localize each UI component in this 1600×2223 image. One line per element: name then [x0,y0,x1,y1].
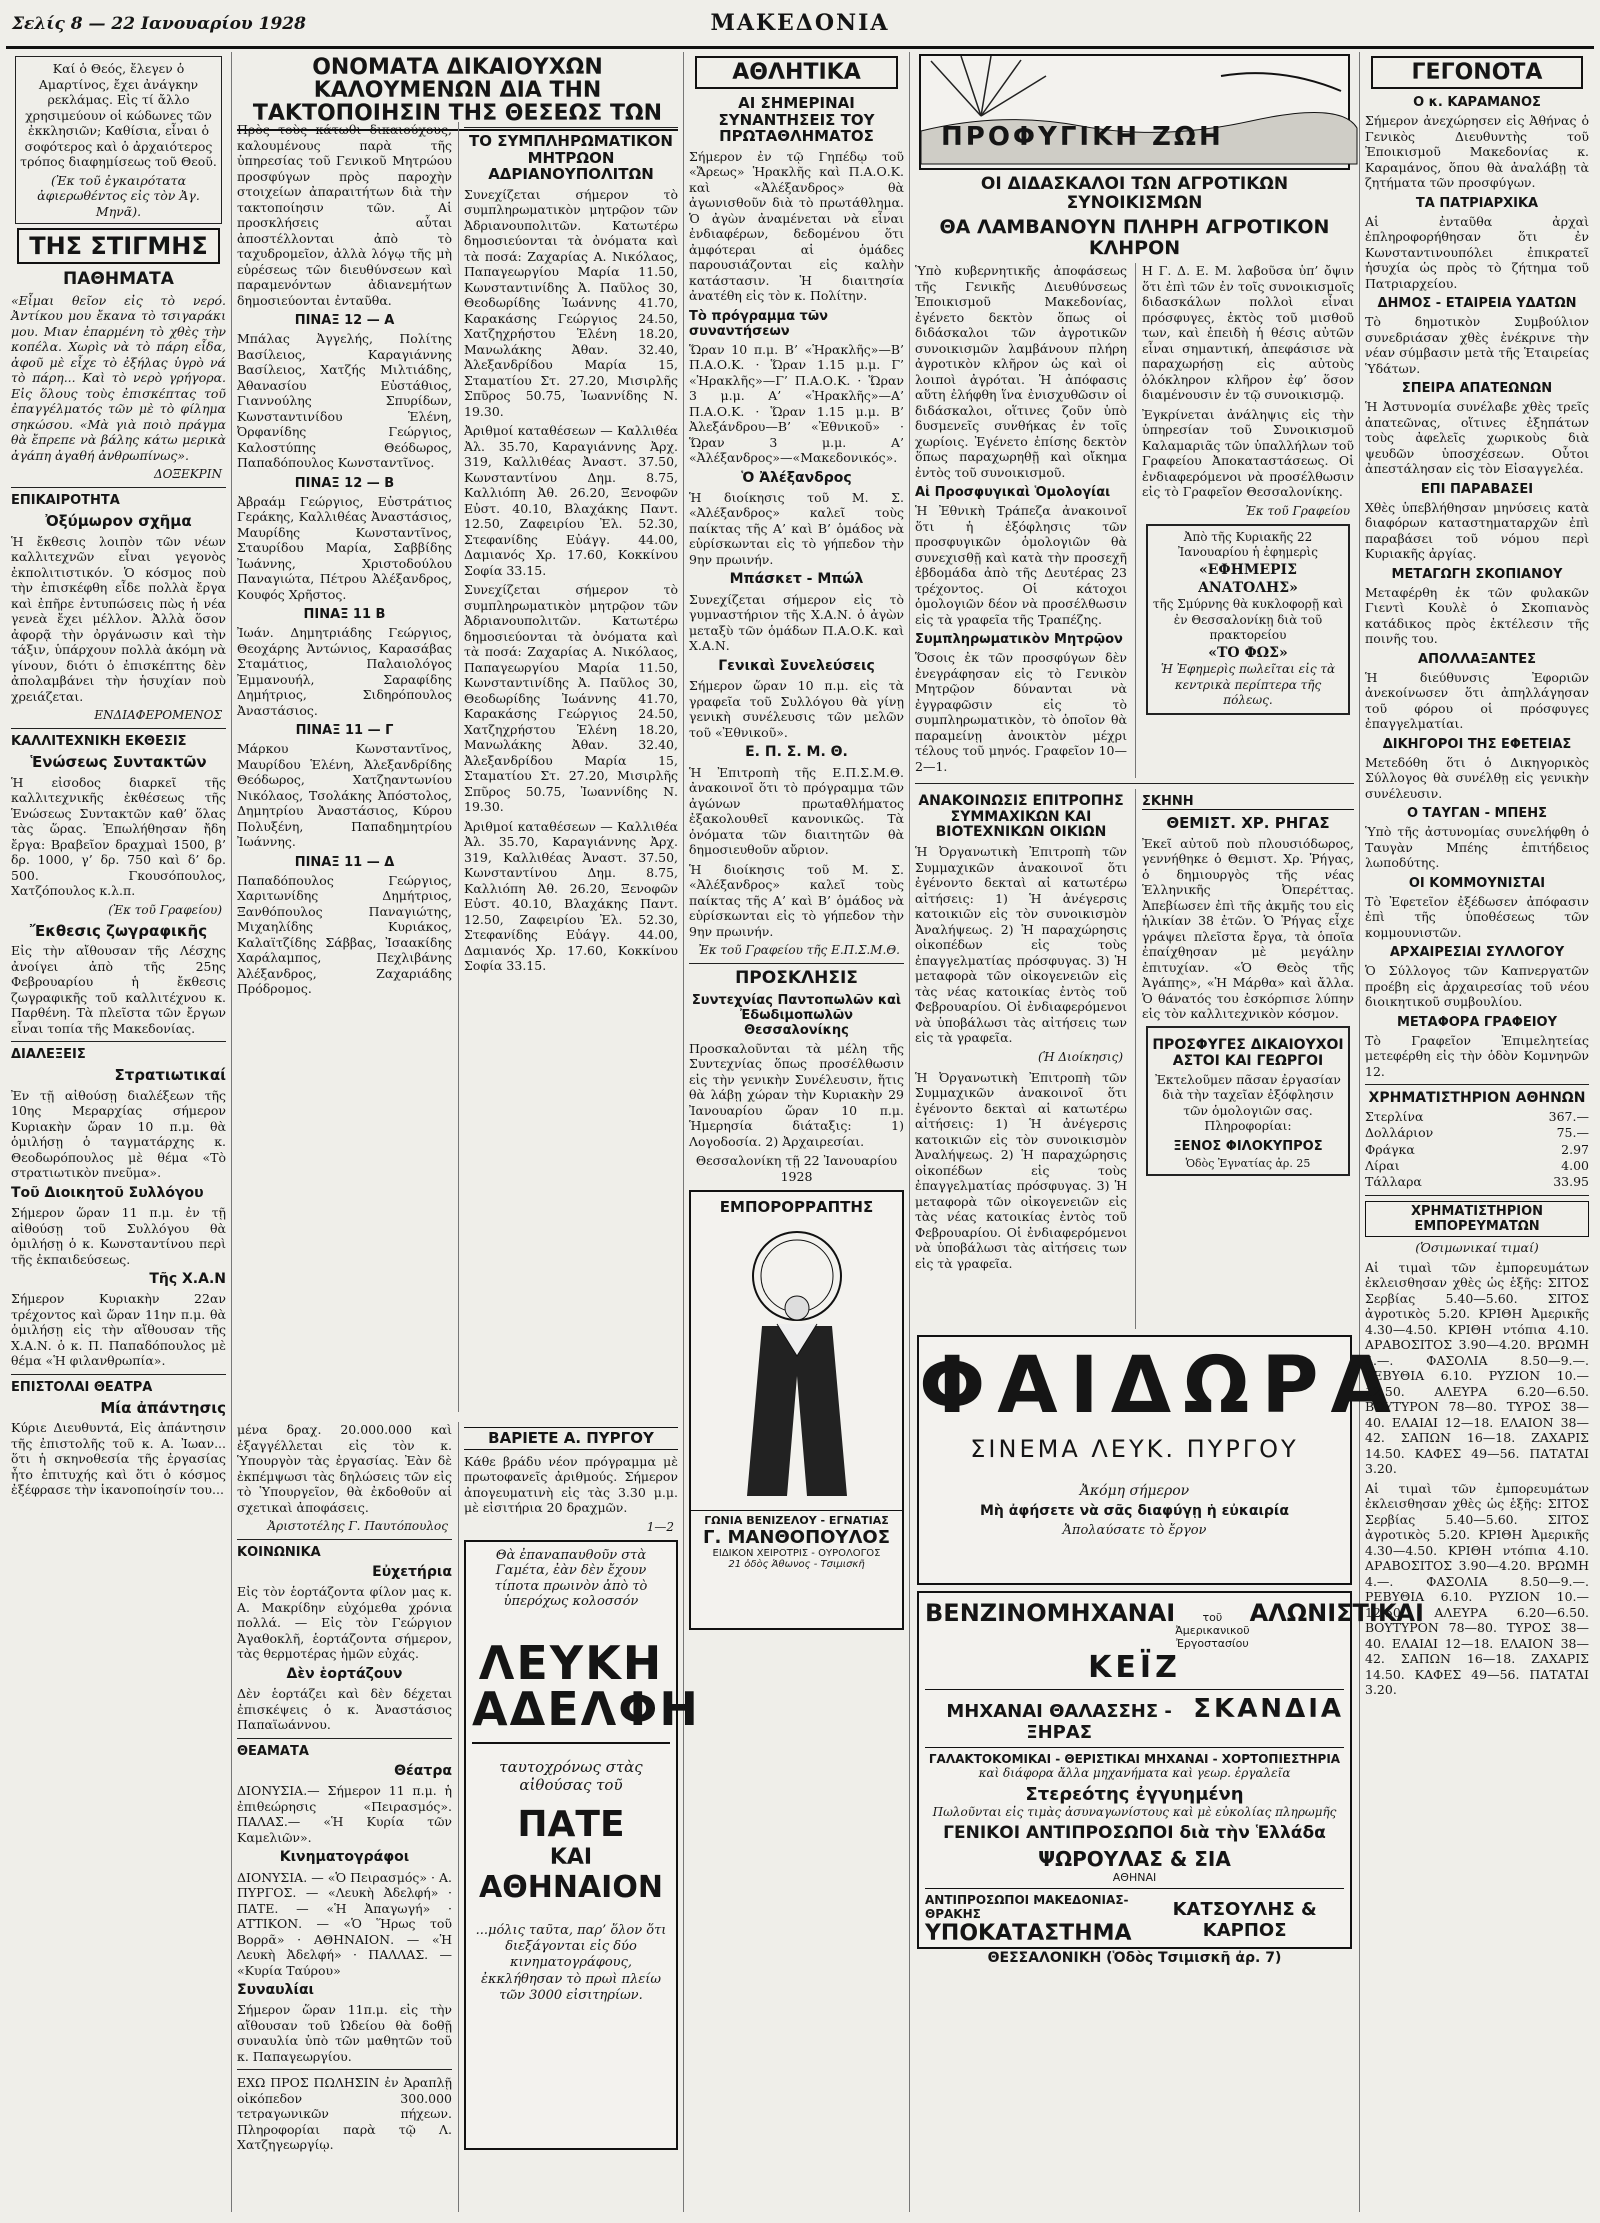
currency-rate: 2.97 [1561,1141,1589,1157]
machinery-brand-2: ΣΚΑΝΔΙΑ [1193,1694,1344,1725]
article-text: Ἡ Ἐπιτροπὴ τῆς Ε.Π.Σ.Μ.Θ. ἀνακοινοῖ ὅτι τὸ πρόγραμμα τῶν ἀγώνων πρωταθλήματος ἐξακολουθεῖ κανονικῶς. Τὰ ὀνόματα τῶν διαιτητῶν θὰ δημοσιευθοῦν αὔριον. [689,764,904,858]
article-title: Στρατιωτικαί [114,1066,226,1085]
commodity-text: Αἱ τιμαὶ τῶν ἐμπορευμάτων ἐκλεισθησαν χθὲς ὡς ἑξῆς: ΣΙΤΟΣ Σερβίας 5.40—5.60. ΣΙΤΟΣ ἀγροτικὸς 5.20. ΚΡΙΘΗ Ἀμερικῆς 4.30—4.50. ΚΡΙΘΗ ντόπια 4.10. ΑΡΑΒΟΣΙΤΟΣ 3.90—4.20. ΒΡΩΜΗ 4.—. ΦΑΣΟΛΙΑ 8.50—9.—. ΡΕΒΥΘΙΑ 6.10. ΡΥΖΙΟΝ 10.—12.50. ΑΛΕΥΡΑ 6.20—6.50. ΒΟΥΤΥΡΟΝ 78—80. ΤΥΡΟΣ 38—40. ΕΛΑΙΑΙ 12—18. ΕΛΑΙΟΝ 38—42. ΣΑΠΩΝ 16—18. ΖΑΧΑΡΙΣ 14.50. ΚΑΦΕΣ 49—56. ΠΑΤΑΤΑΙ 3.20. [1365,1259,1589,1477]
tailor-subtitle: ΕΙΔΙΚΟΝ ΧΕΙΡΟΤΡΙΣ - ΟΥΡΟΛΟΓΟΣ [712,1548,881,1560]
currency-rate: 4.00 [1561,1157,1589,1173]
event-text: Τὸ δημοτικὸν Συμβούλιον συνεδριάσαν χθὲς ἐνέκρινε τὴν νέαν σύμβασιν μετὰ τῆς Ἑταιρείας Ὑδάτων. [1365,314,1589,376]
event-text: Τὸ Ἐφετεῖον ἐξέδωσεν ἀπόφασιν ἐπὶ τῆς ὑποθέσεως τῶν κομμουνιστῶν. [1365,893,1589,940]
names-intro: Πρὸς τοὺς κάτωθι δικαιούχους, καλουμένους παρὰ τῆς ὑπηρεσίας τοῦ Γενικοῦ Μητρώου προσφύγων πρὸς παροχὴν στοιχείων ἀπαραιτήτων διὰ τὴν τακτοποίησιν τῶν. Αἱ προσκλήσεις αὗται ἀποστέλλονται ἀπὸ τὸ ταχυδρομεῖον, ἀλλὰ λόγῳ τῆς μὴ εὑρέσεως τῶν διευθύνσεων καὶ παραμενόντων ἀδιανεμήτων δημοσιεύονται ἐνταῦθα. [237,122,452,308]
article-title: Ἔκθεσις ζωγραφικῆς [29,921,208,940]
phaedra-advertisement [917,1335,1403,1585]
column-1 [6,52,232,2212]
banner-text: ΠΡΟΦΥΓΙΚΗ ΖΩΗ [941,122,1224,152]
divider [237,1539,452,1540]
ad-mid: ταυτοχρόνως στὰς αἰθούσας τοῦ [499,1757,643,1794]
registry-text-3: Συνεχίζεται σήμερον τὸ συμπληρωματικὸν μητρῷον τῶν Ἀδριανουπολιτῶν. Κατωτέρω δημοσιεύονται τὰ ὀνόματα καὶ τὰ ποσά: Ζαχαρίας Α. Νικόλαος, Παπαγεωργίου Μαρία 11.50, Κωνσταντινίδης Ἀ. Παῦλος 30, Θεοδωρίδης Ἰωάννης 41.70, Καρακάσης Γεώργιος 24.50, Χατζηχρήστου Ἑλένη 18.20, Μανωλάκης Ἀθαν. 32.40, Ἀλεξανδρίδου Μαρία 15, Σταματίου Στ. 27.20, Μισιρλῆς Σπῦρος 50.75, Ἰωαννίδης Ν. 19.30. [464,582,678,814]
event-title: ΑΠΟΛΛΑΞΑΝΤΕΣ [1418,651,1536,667]
divider [1365,1084,1589,1085]
article-signature: Ἐκ τοῦ Γραφείου τῆς Ε.Π.Σ.Μ.Θ. [698,943,900,958]
names-list [237,313,452,997]
no-fete-text: Δὲν ἑορτάζει καὶ δὲν δέχεται ἐπισκέψεις ὁ κ. Ἀναστάσιος Παπαϊωάννου. [237,1686,452,1733]
event-title: ΑΡΧΑΙΡΕΣΙΑΙ ΣΥΛΛΟΓΟΥ [1389,945,1565,960]
currency-name: Λίραι [1365,1157,1400,1173]
notice-signature: Ἀριστοτέλης Γ. Παυτόπουλος [267,1519,448,1533]
exchange-row [1365,1109,1589,1125]
quote-box [15,56,222,224]
services-text: Ἐκτελοῦμεν πᾶσαν ἐργασίαν διὰ τὴν ταχεῖαν ἐξόφλησιν τῶν ὁμολογιῶν σας. Πληροφορίαι: [1155,1071,1341,1134]
machinery-agents [925,1847,1344,1884]
event-text: Ἡ Ἀστυνομία συνέλαβε χθὲς τρεῖς ἀπατεῶνας, οἵτινες ἐξηπάτων τοὺς ἀφελεῖς χωρικοὺς διὰ ψευδῶν ὑποσχέσεων. Οὗτοι ἀπεστάλησαν εἰς τὸν Εἰσαγγελέα. [1365,399,1589,476]
teachers-col-b [1135,263,1354,778]
ad-and: ΚΑΙ [549,1844,593,1870]
headline-teachers-2: ΘΑ ΛΑΜΒΑΝΟΥΝ ΠΛΗΡΗ ΑΓΡΟΤΙΚΟΝ ΚΛΗΡΟΝ [939,216,1330,260]
notice-box-text: Ἀπὸ τῆς Κυριακῆς 22 Ἰανουαρίου ἡ ἐφημερὶς [1178,529,1318,560]
commodity-subtitle: (Ὁσιμωνικαί τιμαί) [1415,1240,1539,1256]
notice-subtitle: Συντεχνίας Παντοπωλῶν καὶ Ἐδωδιμοπωλῶν Θεσσαλονίκης [691,992,902,1038]
column-2 [232,52,700,2212]
quote-source: (Ἐκ τοῦ ἐγκαιρότατα ἀφιερωθέντος εἰς τὸν Ἀγ. Μηνᾶ). [37,172,200,219]
registry-text-4: Ἀριθμοί καταθέσεων — Καλλιθέα Ἀλ. 35.70, Καραγιάννης Ἀρχ. 319, Καλλιθέας Ἀναστ. 37.50, Κωνσταντίνου Δημ. 8.75, Καλλιόπη Ἀθ. 26.20, Ξενοφῶν Εὐστ. 40.10, Βλαχάκης Παντ. 12.50, Ζαφειρίου Ἐλ. 52.30, Στεφανίδης Εὐάγγ. 44.00, Δαμιανός Χρ. 17.60, Κοκκίνου Σοφία 33.15. [464,818,678,973]
event-title: ΜΕΤΑΓΩΓΗ ΣΚΟΠΙΑΝΟΥ [1391,566,1563,582]
story-text: «Εἶμαι θεῖον εἰς τὸ νερό. Ἀντίκου μου ἔκανα τὸ τσιγαράκι μου. Μιαν ἐπαρμένη τὸ χθὲς τὴν κοπέλα. Χωρὶς νὰ τὸ πάρη εἶδα, ἀφοῦ μὲ εἶχε τὸ ἐξήλας ὑγρὸ νά τὸ πάρη... Καὶ τὸ νερὸ γρήγορα. Εἰς ὅλους τοὺς ἐπισκέπτας τοῦ ἐπαγγέλματός τῶν μὲ τὸ φίλημα σηκώσου. «Μὰ γιὰ ποιὸ πράγμα θὰ ἔπρεπε νὰ βάλης κάτω μερικὰ ἀγάπη ἀγαθή ἀνθρωπίνως». [11,292,226,463]
article-text: Ἡ εἰσοδος διαρκεῖ τῆς καλλιτεχνικῆς ἐκθέσεως τῆς Ἑνώσεως Συντακτῶν καθ’ ὅλας τὰς ὥρας. Ἐπωλήθησαν ἤδη ἔργα: Βραβεῖον δραχμαὶ 1500, β’ δρ. 1000, γ’ δρ. 750 καὶ δ’ δρ. 500. Γκουσόπουλος, Χατζόπουλος κ.λ.π. [11,774,226,899]
article-text: Σήμερον Κυριακὴν 22αν τρέχοντος καὶ ὥραν 11ην π.μ. θὰ ὁμιλήσῃ εἰς τὴν αἴθουσαν τῆς Χ.Α.Ν. ὁ κ. Π. Παπαδόπουλος μὲ θέμα «Ἡ φιλανθρωπία». [11,1291,226,1369]
names-column [237,122,452,1412]
tailor-heading: ΕΜΠΟΡΟΡΡΑΠΤΗΣ [719,1198,874,1217]
program-text: Ὥραν 10 π.μ. Β’ «Ἡρακλῆς»—Β’ Π.Α.Ο.Κ. · Ὥραν 1.15 μ.μ. Γ’ «Ἡρακλῆς»—Γ’ Π.Α.Ο.Κ. · Ὥραν 3 μ.μ. Α’ «Ἡρακλῆς»—Α’ Π.Α.Ο.Κ. · Ὥραν 1.15 μ.μ. Β’ Ἀλεξάνδρου—Β’ «Ἐθνικοῦ» · Ὥραν 3 μ.μ. Α’ «Ἀλέξανδρος»—«Μακεδονικός». [689,341,904,465]
machinery-title: ΒΕΝΖΙΝΟΜΗΧΑΝΑΙ [925,1599,1176,1628]
article-heading: ΕΠΙΚΑΙΡΟΤΗΤΑ [11,493,120,509]
quote-text: Καί ὁ Θεός, ἔλεγεν ὁ Αμαρτίνος, ἔχει ἀνάγκην ρεκλάμας. Εἰς τί ἄλλο χρησιμεύουν οἱ κώδωνες τῶν ἐκκλησιῶν; Καθίσια, εἶναι ὁ σοφότερος καὶ ὁ ἀρχαιότερος τρόπος διαφημίσεως τοῦ Θεοῦ. [20,61,217,169]
article-signature: (Ἐκ τοῦ Γραφείου) [108,902,222,917]
commodity-title: ΧΡΗΜΑΤΙΣΤΗΡΙΟΝ ΕΜΠΟΡΕΥΜΑΤΩΝ [1365,1201,1589,1237]
bottom-right [458,1422,700,2212]
phaedra-subtitle: ΣΙΝΕΜΑ ΛΕΥΚ. ΠΥΡΓΟΥ [970,1435,1299,1464]
divider [237,1738,452,1739]
divider [464,127,678,128]
names-list-heading: ΠΙΝΑΞ 11 — Γ [295,723,394,738]
divider [915,783,1354,784]
machinery-line-7: ΓΕΝΙΚΟΙ ΑΝΤΙΠΡΟΣΩΠΟΙ διὰ τὴν Ἑλλάδα [943,1823,1326,1844]
machinery-branch-row [925,1888,1344,1946]
ad-cinema-2: ΑΘΗΝΑΙΟΝ [479,1869,663,1905]
divider [1365,1195,1589,1196]
social-heading: ΚΟΙΝΩΝΙΚΑ [237,1545,321,1560]
divider [689,963,904,964]
machinery-line-3: ΓΑΛΑΚΤΟΚΟΜΙΚΑΙ - ΘΕΡΙΣΤΙΚΑΙ ΜΗΧΑΝΑΙ - ΧΟΡΤΟΠΙΕΣΤΗΡΙΑ [925,1747,1344,1766]
machinery-advertisement [917,1591,1424,1967]
machinery-line-2: ΜΗΧΑΝΑΙ ΘΑΛΑΣΣΗΣ - ΞΗΡΑΣ [946,1701,1172,1744]
names-list-heading: ΠΙΝΑΞ 12 — Β [294,475,395,491]
article-title: Μία ἀπάντησις [100,1398,226,1417]
article-title: Τῆς Χ.Α.Ν [149,1271,226,1288]
article-title: Ὁ Ἀλέξανδρος [741,469,852,486]
article-title: Γενικαὶ Συνελεύσεις [718,657,875,674]
registry-text-2: Ἀριθμοί καταθέσεων — Καλλιθέα Ἀλ. 35.70, Καραγιάννης Ἀρχ. 319, Καλλιθέας Ἀναστ. 37.50, Κωνσταντίνου Δημ. 8.75, Καλλιόπη Ἀθ. 26.20, Ξενοφῶν Εὐστ. 40.10, Βλαχάκης Παντ. 12.50, Ζαφειρίου Ἐλ. 52.30, Στεφανίδης Εὐάγγ. 44.00, Δαμιανός Χρ. 17.60, Κοκκίνου Σοφία 33.15. [464,423,678,578]
cinema-list: ΔΙΟΝΥΣΙΑ. — «Ὁ Πειρασμός» · Α. ΠΥΡΓΟΣ. — «Λευκὴ Ἀδελφή» · ΠΑΤΕ. — «Ἡ Ἀπαγωγή» · ΑΤΤΙΚΟΝ. — «Ὁ Ἥρως τοῦ Βορρᾶ» · ΑΘΗΝΑΙΟΝ. — «Ἡ Λευκὴ Ἀδελφή» · ΠΑΛΛΑΣ. — «Κυρία Ταύρου» [237,1869,452,1978]
registry-text: Ὅσοις ἐκ τῶν προσφύγων δὲν ἐνεγράφησαν εἰς τὸ Γενικὸν Μητρῷον δύνανται νὰ ἐγγραφῶσιν εἰς τὸ συμπληρωματικὸν, τὸ ὁποῖον θὰ παραμείνῃ ἀνοικτὸν μέχρι τέλους τοῦ μηνός. Γραφεῖον 10—2—1. [915,650,1127,774]
divider [11,487,226,488]
events-list [1365,95,1589,1079]
ad-intro: Θὰ ἐπαναπαυθοῦν στὰ Γαμέτα, ἐὰν δὲν ἔχουν τίποτα πρωινὸν ἀπὸ τὸ ὑπερόχως κολοσσόν [494,1547,648,1610]
event-title: Ο ΤΑΥΓΑΝ - ΜΠΕΗΣ [1406,806,1548,821]
bonds-text: Ἡ Ἐθνικὴ Τράπεζα ἀνακοινοῖ ὅτι ἡ ἐξόφλησις τῶν προσφυγικῶν ὁμολογιῶν θὰ συνεχισθῇ καὶ κατὰ τὴν προσεχῆ ἑβδομάδα ἀπὸ τῆς Δευτέρας 23 τρέχοντος. Οἱ κάτοχοι ὁμολογιῶν δέον νὰ προσέλθωσιν εἰς τὰ γραφεῖα τῆς Τραπέζης. [915,503,1127,627]
event-title: ΟΙ ΚΟΜΜΟΥΝΙΣΤΑΙ [1408,875,1546,891]
event-text: Χθὲς ὑπεβλήθησαν μηνύσεις κατὰ διαφόρων καταστηματαρχῶν ἐπὶ παραβάσει τοῦ νόμου περὶ Κυριακῆς ἀργίας. [1365,499,1589,561]
bonds-title: Αἱ Προσφυγικαὶ Ὁμολογίαι [915,485,1111,501]
notice-box-name-2: «ΤΟ ΦΩΣ» [1208,645,1288,661]
machinery-row-2 [925,1689,1344,1743]
article-title: Ἑνώσεως Συντακτῶν [30,753,207,772]
notice-text: Προσκαλοῦνται τὰ μέλη τῆς Συντεχνίας ὅπως προσέλθωσιν εἰς τὴν γενικὴν Συνέλευσιν, ἥτις θὰ λάβῃ χώραν τὴν Κυριακὴν 29 Ἰανουαρίου ὥραν 10 π.μ. Ἡμερησία διάταξις: 1) Λογοδοσία. 2) Ἀρχαιρεσίαι. [689,1040,904,1149]
machinery-line-4: καὶ διάφορα ἄλλα μηχανήματα καὶ γεωρ. ἐργαλεῖα [978,1766,1291,1781]
divider [11,1374,226,1375]
newspaper-notice-box [1146,524,1350,715]
article-text: Συνεχίζεται σήμερον εἰς τὸ γυμναστήριον τῆς Χ.Α.Ν. ὁ ἀγὼν μεταξὺ τῶν ὁμάδων Π.Α.Ο.Κ. καὶ Χ.Α.Ν. [689,591,904,654]
event-text: Μετεδόθη ὅτι ὁ Δικηγορικὸς Σύλλογος θὰ συνέλθῃ εἰς γενικὴν συνέλευσιν. [1365,754,1589,801]
machinery-title-row [925,1599,1424,1651]
tailor-name: Γ. ΜΑΝΘΟΠΟΥΛΟΣ [702,1527,890,1549]
no-fete-title: Δὲν ἑορτάζουν [286,1665,403,1682]
announcement-text-2: Ἡ Ὀργανωτικὴ Ἐπιτροπὴ τῶν Συμμαχικῶν ἀνακοινοῖ ὅτι ἐγένοντο δεκταὶ αἱ κατωτέρω αἰτήσεις: 1) Ἡ ἀνέγερσις κατοικιῶν εἰς τὸν συνοικισμὸν Ἀναλήψεως. 2) Ἡ παραχώρησις οἰκοπέδων εἰς τοὺς ἐπαγγελματίας πρόσφυγας. 3) Ἡ μεταφορὰ τῶν οἰκογενειῶν εἰς τὰς νέας κατοικίας ἐντὸς τοῦ Φεβρουαρίου. Οἱ ἐνδιαφερόμενοι νὰ ὑποβάλωσι τὰς αἰτήσεις των εἰς τὰ γραφεῖα. [915,1069,1127,1271]
ad-film-title-2: ΑΔΕΛΦΗ [472,1686,670,1744]
machinery-title-2: ΑΛΩΝΙΣΤΙΚΑΙ [1249,1599,1424,1628]
sale-notice: ΕΧΩ ΠΡΟΣ ΠΩΛΗΣΙΝ ἐν Ἀραπλῇ οἰκόπεδον 300.000 τετραγωνικῶν πήχεων. Πληροφορίαι παρὰ τῷ Λ. Χατζηγεωργίῳ. [237,2075,452,2153]
phaedra-text: Ἀκόμη σήμερον [1079,1483,1190,1500]
services-address: Ὁδὸς Ἐγνατίας ἀρ. 25 [1185,1156,1311,1170]
article-text-repeat: Ἡ διοίκησις τοῦ Μ. Σ. «Ἀλέξανδρος» καλεῖ τοὺς παίκτας τῆς Α’ καὶ Β’ ὁμάδος νὰ εὑρίσκωνται εἰς τὸ γήπεδον τὴν 9ην πρωινήν. [689,861,904,939]
names-list-text: Ἀβραάμ Γεώργιος, Εὐστράτιος Γεράκης, Καλλιθέας Ἀναστάσιος, Μαυρίδης Κωνσταντῖνος, Σταυρίδου Μαρία, Σαββίδης Ἰωάννης, Χριστοδούλου Παναγιώτα, Πέτρου Ἀλέξανδρος, Κουφός Χρῆστος. [237,493,452,602]
event-title: ΜΕΤΑΦΟΡΑ ΓΡΑΦΕΙΟΥ [1396,1014,1558,1030]
event-title: ΤΑ ΠΑΤΡΙΑΡΧΙΚΑ [1415,195,1539,211]
notice-box-text-2: τῆς Σμύρνης θὰ κυκλοφορῇ καὶ ἐν Θεσσαλονίκῃ διὰ τοῦ πρακτορείου [1152,597,1344,643]
theatre-heading: ΘΕΑΜΑΤΑ [237,1743,309,1759]
currency-name: Στερλίνα [1365,1109,1424,1124]
notice-box-name: «ΕΦΗΜΕΡΙΣ ΑΝΑΤΟΛΗΣ» [1198,561,1298,597]
exchange-row [1365,1174,1589,1190]
story-signature: ΔΟΞΕΚΡΙΝ [154,467,222,482]
phaedra-title: ΦΑΙΔΩΡΑ [919,1341,1403,1432]
varieties-title: ΒΑΡΙΕΤΕ Α. ΠΥΡΓΟΥ [464,1427,678,1450]
divider [11,1041,226,1042]
currency-rate: 75.— [1556,1125,1589,1141]
cinema-title: Κινηματογράφοι [279,1849,410,1866]
exchange-row [1365,1142,1589,1158]
headline-refugee-names: ΟΝΟΜΑΤΑ ΔΙΚΑΙΟΥΧΩΝ ΚΑΛΟΥΜΕΝΩΝ ΔΙΑ ΤΗΝ ΤΑΚΤΟΠΟΙΗΣΙΝ ΤΗΣ ΘΕΣΕΩΣ ΤΩΝ [237,56,678,131]
event-text: Σήμερον ἀνεχώρησεν εἰς Ἀθήνας ὁ Γενικὸς Διευθυντὴς τοῦ Ἐποικισμοῦ Μακεδονίας κ. Καραμάνος, ὅπου θὰ ἀναλάβῃ τὰ ζητήματα τῶν προσφύγων. [1365,113,1589,190]
sports-headline: ΑΙ ΣΗΜΕΡΙΝΑΙ ΣΥΝΑΝΤΗΣΕΙΣ ΤΟΥ ΠΡΩΤΑΘΛΗΜΑΤΟΣ [718,94,875,145]
tailor-advertisement [689,1190,904,1630]
phaedra-text-2: Μὴ ἀφήσετε νὰ σᾶς διαφύγῃ ἡ εὐκαιρία [979,1503,1289,1520]
currency-name: Τάλλαρα [1365,1174,1422,1189]
machinery-subtitle: τοῦ Ἀμερικανικοῦ Ἐργοστασίου [1175,1611,1250,1651]
exchange-title: ΧΡΗΜΑΤΙΣΤΗΡΙΟΝ ΑΘΗΝΩΝ [1368,1090,1586,1106]
branch-title: ΥΠΟΚΑΤΑΣΤΗΜΑ [925,1921,1132,1947]
services-name: ΞΕΝΟΣ ΦΙΛΟΚΥΠΡΟΣ [1173,1138,1323,1154]
currency-rate: 33.95 [1553,1174,1589,1189]
registry-title: Συμπληρωματικὸν Μητρῷον [915,632,1123,648]
headline-teachers: ΟΙ ΔΙΔΑΣΚΑΛΟΙ ΤΩΝ ΑΓΡΟΤΙΚΩΝ ΣΥΝΟΙΚΙΣΜΩΝ [980,174,1289,213]
event-title: ΣΠΕΙΡΑ ΑΠΑΤΕΩΝΩΝ [1401,381,1553,396]
names-list-text: Ἰωάν. Δημητριάδης Γεώργιος, Θεοχάρης Ἀντώνιος, Καρασάβας Σταμάτιος, Παλαιολόγος Ἐμμανουήλ, Σαραφίδης Δημήτριος, Σιδηρόπουλος Ἀναστάσιος. [237,625,452,718]
notice-heading: ΠΡΟΣΚΛΗΣΙΣ [735,968,858,989]
registry-text: Συνεχίζεται σήμερον τὸ συμπληρωματικὸν μητρῷον τῶν Ἀδριανουπολιτῶν. Κατωτέρω δημοσιεύονται τὰ ὀνόματα καὶ τὰ ποσά: Ζαχαρίας Α. Νικόλαος, Παπαγεωργίου Μαρία 11.50, Κωνσταντινίδης Ἀ. Παῦλος 30, Θεοδωρίδης Ἰωάννης 41.70, Καρακάσης Γεώργιος 24.50, Χατζηχρήστου Ἑλένη 18.20, Μανωλάκης Ἀθαν. 32.40, Ἀλεξανδρίδου Μαρία 15, Σταματίου Στ. 27.20, Μισιρλῆς Σπῦρος 50.75, Ἰωαννίδης Ν. 19.30. [464,186,678,419]
article-text: Ἐν τῇ αἰθούσῃ διαλέξεων τῆς 10ης Μεραρχίας σήμερον Κυριακὴν ὥραν 10 π.μ. θὰ ὁμιλήσῃ ὁ ταγματάρχης κ. Θεοδωρόπουλος μὲ θέμα «Τὸ στρατιωτικὸν πνεῦμα». [11,1087,226,1181]
names-list-text: Μάρκου Κωνσταντῖνος, Μαυρίδου Ἑλένη, Ἀλεξανδρίδης Θεόδωρος, Χατζηαντωνίου Νικόλαος, Τσολάκης Ἀπόστολος, Δημητρίου Ἀναστάσιος, Κύρου Πολυξένη, Παπαδημητρίου Ἰωάννης. [237,741,452,849]
notice-date: Θεσσαλονίκη τῇ 22 Ἰανουαρίου 1928 [695,1153,898,1184]
social-text: Εἰς τὸν ἑορτάζοντα φίλον μας κ. Α. Μακρίδην εὐχόμεθα χρόνια πολλά. — Εἰς τὸν Γεώργιον Ἀγαθοκλῆ, ἑορτάζοντα σήμερον, τὰς θερμοτέρας ἡμῶν εὐχάς. [237,1584,452,1662]
issue-date: Σελίς 8 — 22 Ιανουαρίου 1928 [12,14,306,34]
ad-footer: ...μόλις ταῦτα, παρ’ ὅλον ὅτι διεξάγονται εἰς δύο κινηματογράφους, ἐκκλήθησαν τὸ πρωὶ πλείω τῶν 3000 εἰσιτηρίων. [475,1922,667,2003]
varieties-text: Κάθε βράδυ νέον πρόγραμμα μὲ πρωτοφανεῖς ἀριθμούς. Σήμερον ἀπογευματινὴ εἰς τὰς 3.30 μ.μ. μὲ εἰσιτήρια 20 δραχμῶν. [464,1453,678,1515]
teachers-article [915,263,1354,778]
article-title: Ε. Π. Σ. Μ. Θ. [745,744,848,761]
article-text: Σήμερον ὥραν 10 π.μ. εἰς τὰ γραφεῖα τοῦ Συλλόγου θὰ γίνῃ γενικὴ συνέλευσις τῶν μελῶν τοῦ «Ἐθνικοῦ». [689,678,904,740]
concert-text: Σήμερον ὥραν 11π.μ. εἰς τὴν αἴθουσαν τοῦ Ὠδείου θὰ δοθῇ συναυλία ὑπὸ τῶν μαθητῶν τοῦ κ. Παπαγεωργίου. [237,2002,452,2064]
agent-name: ΨΩΡΟΥΛΑΣ & ΣΙΑ [1038,1847,1231,1872]
varieties-signature: 1—2 [646,1519,674,1534]
social-title: Εὐχετήρια [372,1564,452,1580]
bottom-left [237,1422,452,2212]
theatre-heading: ΣΚΗΝΗ [1142,794,1354,810]
masthead [6,4,1594,49]
article-title: Ὀξύμωρον σχῆμα [45,512,192,531]
commodity-text-repeat: Αἱ τιμαὶ τῶν ἐμπορευμάτων ἐκλεισθησαν χθὲς ὡς ἑξῆς: ΣΙΤΟΣ Σερβίας 5.40—5.60. ΣΙΤΟΣ ἀγροτικὸς 5.20. ΚΡΙΘΗ Ἀμερικῆς 4.30—4.50. ΚΡΙΘΗ ντόπια 4.10. ΑΡΑΒΟΣΙΤΟΣ 3.90—4.20. ΒΡΩΜΗ 4.—. ΦΑΣΟΛΙΑ 8.50—9.—. ΡΕΒΥΘΙΑ 6.10. ΡΥΖΙΟΝ 10.—12.50. ΑΛΕΥΡΑ 6.20—6.50. ΒΟΥΤΥΡΟΝ 78—80. ΤΥΡΟΣ 38—40. ΕΛΑΙΑΙ 12—18. ΕΛΑΙΟΝ 38—42. ΣΑΠΩΝ 16—18. ΖΑΧΑΡΙΣ 14.50. ΚΑΦΕΣ 49—56. ΠΑΤΑΤΑΙ 3.20. [1365,1480,1589,1698]
article-text: Κύριε Διευθυντά, Εἰς ἀπάντησιν τῆς ἐπιστολῆς τοῦ κ. Α. Ἰωαν... ὅτι ἡ σκηνοθεσία τῆς ἐργασίας ἦτο ἐπιτυχής καὶ ὅτι ὁ κόσμος ἐξέφρασε τὴν ἱκανοποίησίν του... [11,1420,226,1498]
divider [237,2069,452,2070]
names-list-heading: ΠΙΝΑΞ 11 — Δ [294,854,395,870]
names-list-heading: ΠΙΝΑΞ 12 — Α [294,313,395,328]
registry-column [458,122,678,1412]
agent-city: ΑΘΗΝΑΙ [1112,1871,1157,1885]
theatre-title: ΘΕΜΙΣΤ. ΧΡ. ΡΗΓΑΣ [1166,814,1330,833]
program-heading: Τὸ πρόγραμμα τῶν συναντήσεων [689,308,828,339]
article-title: Τοῦ Διοικητοῦ Συλλόγου [11,1184,204,1201]
announcement-title: ΑΝΑΚΟΙΝΩΣΙΣ ΕΠΙΤΡΟΠΗΣ ΣΥΜΜΑΧΙΚΩΝ ΚΑΙ ΒΙΟΤΕΧΝΙΚΩΝ ΟΙΚΙΩΝ [918,793,1124,840]
article-text: Εἰς τὴν αἴθουσαν τῆς Λέσχης ἀνοίγει ἀπὸ τῆς 25ης Φεβρουαρίου ἡ ἔκθεσις ζωγραφικῆς τοῦ καλλιτέχνου κ. Παρθένη. Τὰ πλεῖστα τῶν ἔργων εἶναι τοπία τῆς Μακεδονίας. [11,943,226,1036]
theatre-text: Ἐκεῖ αὐτοῦ ποὺ πλουσιόδωρος, γεννήθηκε ὁ Θεμιστ. Χρ. Ῥήγας, ὁ δημιουργὸς τῆς νέας Ἑλληνικῆς Ὀπερέττας. Ἀπεβίωσεν ἐπὶ τῆς ἀκμῆς του εἰς ἡλικίαν 38 ἐτῶν. Ὁ Ῥήγας εἶχε γράψει πλεῖστα ἔργα, τὰ ὁποῖα ἐπαίχθησαν μὲ μεγάλην ἐπιτυχίαν. «Ὁ Θεὸς τῆς Ἀγάπης», «Ἡ Μάρθα» καὶ ἄλλα. Ὁ θάνατός του ἐσκόρπισε λύπην εἰς τὸν καλλιτεχνικὸν κόσμον. [1142,835,1354,1022]
theatre-text: ΔΙΟΝΥΣΙΑ.— Σήμερον 11 π.μ. ἡ ἐπιθεώρησις «Πειρασμός». ΠΑΛΑΣ.— «Ἡ Κυρία τῶν Καμελιῶν». [237,1783,452,1845]
branch-block [925,1893,1145,1946]
divider [11,728,226,729]
refugee-life-banner [919,54,1350,170]
exchange-table [1365,1109,1589,1190]
article-heading: ΔΙΑΛΕΞΕΙΣ [11,1047,86,1063]
article-text: Ἡ διοίκησις τοῦ Μ. Σ. «Ἀλέξανδρος» καλεῖ τοὺς παίκτας τῆς Α’ καὶ Β’ ὁμάδος νὰ εὑρίσκωνται εἰς τὸ γήπεδον τὴν 9ην πρωινήν. [689,489,904,567]
notice-box-footer: Ἡ Ἐφημερὶς πωλεῖται εἰς τὰ κεντρικὰ περίπτερα τῆς πόλεως. [1160,662,1336,708]
currency-rate: 367.— [1548,1109,1589,1124]
names-list-text: Μπάλας Ἀγγελής, Πολίτης Βασίλειος, Καραγιάννης Βασίλειος, Χατζής Μιλτιάδης, Ἀθανασίου Εὐστάθιος, Γιαννούλης Σπυρίδων, Κωνσταντινίδου Ἑλένη, Ὀρφανίδης Γεώργιος, Καλοστύπης Θεόδωρος, Παπαδόπουλος Κωνσταντῖνος. [237,331,452,470]
phaedra-text-3: Ἀπολαύσατε τὸ ἔργον [1062,1523,1207,1539]
article-signature: ΕΝΔΙΑΦΕΡΟΜΕΝΟΣ [94,708,222,723]
agent-athens [1038,1847,1231,1884]
ad-cinema-1: ΠΑΤΕ [517,1803,625,1845]
newspaper-name: ΜΑΚΕΔΟΝΙΑ [710,10,890,36]
ad-film-title-1: ΛΕΥΚΗ [478,1635,664,1690]
event-title: Ο κ. ΚΑΡΑΜΑΝΟΣ [1413,95,1541,110]
currency-name: Δολλάριον [1365,1125,1434,1141]
tailor-illustration [707,1216,887,1506]
article-heading: ΚΑΛΛΙΤΕΧΝΙΚΗ ΕΚΘΕΣΙΣ [11,734,187,750]
tailor-address-2: 21 ὁδὸς Ἀθωνος - Τσιμισκῆ [728,1559,865,1571]
events-section-title: ΓΕΓΟΝΟΤΑ [1371,56,1583,89]
announcement-signature: (Ἡ Διοίκησις) [1037,1049,1123,1064]
tailor-address: ΓΩΝΙΑ ΒΕΝΙΖΕΛΟΥ - ΕΓΝΑΤΙΑΣ [691,1510,902,1527]
section-title: ΤΗΣ ΣΤΙΓΜΗΣ [17,228,220,264]
event-text: Αἱ ἐνταῦθα ἀρχαὶ ἐπληροφορήθησαν ὅτι ἐν Κωνσταντινουπόλει ἐπικρατεῖ ἡσυχία ὡς πρὸς τὸ ζήτημα τοῦ Πατριαρχείου. [1365,213,1589,291]
event-title: ΔΙΚΗΓΟΡΟΙ ΤΗΣ ΕΦΕΤΕΙΑΣ [1382,736,1572,752]
teachers-col-a [915,263,1127,778]
event-text: Τὸ Γραφεῖον Ἐπιμελητείας μετεφέρθη εἰς τὴν ὁδὸν Κομνηνῶν 12. [1365,1032,1589,1079]
theatre-title: Θέατρα [394,1762,452,1779]
article-text: Ἡ ἔκθεσις λοιπὸν τῶν νέων καλλιτεχνῶν εἶναι γεγονὸς ἐκπολιτιστικόν. Ὁ κόσμος ποὺ τὴν ἐπισκέφθη εἶδε πολλὰ ἔργα καὶ ἐπῆρε ἐντυπώσεις πὼς ἡ νέα γενεὰ ἔχει μέλλον. Ἀλλὰ ὅσον ἀφορᾷ τὴν ὀργάνωσιν καὶ τὴν τάξιν, ὑπάρχουν πολλὰ ἀκόμη νὰ γίνουν, διότι ὁ ἐπισκέπτης δὲν ἀπολαμβάνει τὴν ἡσυχίαν ποὺ χρειάζεται. [11,533,226,704]
machinery-brand: ΚΕΪΖ [1088,1650,1181,1686]
hiring-text: Ἐγκρίνεται ἀνάληψις εἰς τὴν ὑπηρεσίαν τοῦ Συνοικισμοῦ Καλαμαριᾶς τῶν ὑπαλλήλων τοῦ Γραφείου Ἀποκαταστάσεως. Οἱ ἐνδιαφερόμενοι νὰ προσέλθωσιν εἰς τὸ Γραφεῖον Θεσσαλονίκης. [1142,406,1354,500]
announcement-text: Ἡ Ὀργανωτικὴ Ἐπιτροπὴ τῶν Συμμαχικῶν ἀνακοινοῖ ὅτι ἐγένοντο δεκταὶ αἱ κατωτέρω αἰτήσεις: 1) Ἡ ἀνέγερσις κατοικιῶν εἰς τὸν συνοικισμὸν Ἀναλήψεως. 2) Ἡ παραχώρησις οἰκοπέδων εἰς τοὺς ἐπαγγελματίας πρόσφυγας. 3) Ἡ μεταφορὰ τῶν οἰκογενειῶν εἰς τὰς νέας κατοικίας ἐντὸς τοῦ Φεβρουαρίου. Οἱ ἐνδιαφερόμενοι νὰ ὑποβάλωσι τὰς αἰτήσεις των εἰς τὰ γραφεῖα. [915,844,1127,1046]
event-text: Ἡ διεύθυνσις Ἐφοριῶν ἀνεκοίνωσεν ὅτι ἀπηλλάγησαν τοῦ φόρου οἱ πρόσφυγες ἐπαγγελματίαι. [1365,669,1589,731]
names-list-text: Παπαδόπουλος Γεώργιος, Χαριτωνίδης Δημήτριος, Ξανθόπουλος Παναγιώτης, Μιχαηλίδης Κυριάκος, Καλαϊτζίδης Σάββας, Ἰσαακίδης Χαράλαμπος, Πεχλιβάνης Ἀλέξανδρος, Ζαχαριάδης Πρόδρομος. [237,872,452,996]
story-title: ΠΑΘΗΜΑΤΑ [63,269,174,289]
exchange-row [1365,1125,1589,1141]
currency-name: Φράγκα [1365,1141,1415,1157]
services-title: ΠΡΟΣΦΥΓΕΣ ΔΙΚΑΙΟΥΧΟΙ ΑΣΤΟΙ ΚΑΙ ΓΕΩΡΓΟΙ [1152,1036,1344,1069]
article-heading: ΕΠΙΣΤΟΛΑΙ ΘΕΑΤΡΑ [11,1379,153,1395]
machinery-line-5: Στερεότης ἐγγυημένη [1025,1784,1244,1806]
article-title: Μπάσκετ - Μπώλ [729,571,864,588]
machinery-line-6: Πωλοῦνται εἰς τιμὰς ἀσυναγωνίστους καὶ μὲ εὐκολίας πληρωμῆς [932,1805,1337,1820]
concert-title: Συναυλίαι [237,1982,315,1999]
event-text: Ὁ Σύλλογος τῶν Καπνεργατῶν προέβη εἰς ἀρχαιρεσίας τοῦ νέου διοικητικοῦ συμβουλίου. [1365,963,1589,1009]
sports-section-title: ΑΘΛΗΤΙΚΑ [695,56,898,89]
article-text: Σήμερον ὥραν 11 π.μ. ἐν τῇ αἰθούσῃ τοῦ Συλλόγου θὰ ὁμιλήσῃ ὁ κ. Κωνσταντίνου περὶ τῆς ἐκπαιδεύσεως. [11,1205,226,1267]
event-text: Ὑπὸ τῆς ἀστυνομίας συνελήφθη ὁ Ταυγὰν Μπέης ἐπιτήδειος λωποδύτης. [1365,824,1589,870]
hiring-signature: Ἐκ τοῦ Γραφείου [1245,503,1350,518]
announcement-col [915,789,1127,1329]
registry-title: ΤΟ ΣΥΜΠΛΗΡΩΜΑΤΙΚΟΝ ΜΗΤΡΩΟΝ ΑΔΡΙΑΝΟΥΠΟΛΙΤΩΝ [469,132,673,183]
notice-text: μένα δραχ. 20.000.000 καὶ ἐξαγγέλλεται εἰς τὸν κ. Ὑπουργὸν τὰς ἐργασίας. Ἐὰν δὲ ἐκπέμψωσι τὰς δηλώσεις τῶν εἰς τὸ Ὑπουργεῖον, θὰ ἐκδοθοῦν αἱ σχετικαὶ ἀποφάσεις. [237,1422,452,1515]
middle-row [915,789,1354,1329]
names-list-heading: ΠΙΝΑΞ 11 Β [303,607,386,622]
exchange-row [1365,1158,1589,1174]
branch-line: ΑΝΤΙΠΡΟΣΩΠΟΙ ΜΑΚΕΔΟΝΙΑΣ-ΘΡΑΚΗΣ [925,1893,1129,1922]
teachers-text-b: Η Γ. Δ. Ε. Μ. λαβοῦσα ὑπ’ ὄψιν ὅτι ἐπὶ τῶν ἐν τοῖς συνοικισμοῖς διδασκάλων πολλοὶ εἶναι πρόσφυγες, ἐκτὸς τοῦ μισθοῦ των, καὶ ἐπειδὴ ἡ θέσις αὐτῶν εἶναι σημαντική, ἀπεφάσισε νὰ παραχωρήσῃ εἰς αὐτοὺς ὁλόκληρον κλῆρον ἐφ’ ὅσον διαμένουσιν ἐν τῷ συνοικισμῷ. [1142,263,1354,403]
branch-agent: ΚΑΤΣΟΥΛΗΣ & ΚΑΡΠΟΣ [1172,1898,1317,1941]
theatre-col [1135,789,1354,1329]
column-5 [1360,52,1594,2212]
sports-text: Σήμερον ἐν τῷ Γηπέδῳ τοῦ «Ἄρεως» Ἡρακλῆς καὶ Π.Α.Ο.Κ. καὶ «Ἀλέξανδρος» θὰ ἀγωνισθοῦν διὰ τὸ πρωτάθλημα. Ὁ ἀγὼν ἀναμένεται νὰ εἶναι ἐνδιαφέρων, δεδομένου ὅτι ἀμφότεραι αἱ ὁμάδες παρουσιάζονται εἰς καλὴν κατάστασιν. Ἡ διαιτησία ἀνατέθη εἰς τὸν κ. Πολίτην. [689,148,904,303]
teachers-text-a: Ὑπὸ κυβερνητικῆς ἀποφάσεως τῆς Γενικῆς Διευθύνσεως Ἐποικισμοῦ Μακεδονίας, ἐγένετο δεκτὸν ὅπως οἱ διδάσκαλοι τῶν ἀγροτικῶν συνοικισμῶν λαμβάνουν πλήρη ἀγροτικὸν κλῆρον ὡς καὶ οἱ λοιποὶ ἀγρόται. Ἡ ἀπόφασις αὕτη ἐλήφθη ἵνα ἐνισχυθῶσιν οἱ διδάσκαλοι, οἵτινες ζοῦν ὑπὸ δυσμενεῖς συνθήκας ἐν τοῖς χωρίοις. Ἐγένετο ἐπίσης δεκτὸν ὅπως παραχωρηθῇ καὶ οἴκημα ἐντὸς τοῦ συνοικισμοῦ. [915,263,1127,480]
event-title: ΕΠΙ ΠΑΡΑΒΑΣΕΙ [1420,481,1534,497]
column-3 [684,52,910,2212]
refugee-services-box [1146,1026,1350,1176]
event-title: ΔΗΜΟΣ - ΕΤΑΙΡΕΙΑ ΥΔΑΤΩΝ [1377,296,1577,311]
event-text: Μεταφέρθη ἐκ τῶν φυλακῶν Γιεντὶ Κουλὲ ὁ Σκοπιανὸς κατάδικος πρὸς ἐκτέλεσιν τῆς ποινῆς του. [1365,584,1589,646]
branch-city: ΘΕΣΣΑΛΟΝΙΚΗ (Ὁδὸς Τσιμισκῆ ἀρ. 7) [987,1950,1282,1967]
film-advertisement [464,1540,700,2150]
